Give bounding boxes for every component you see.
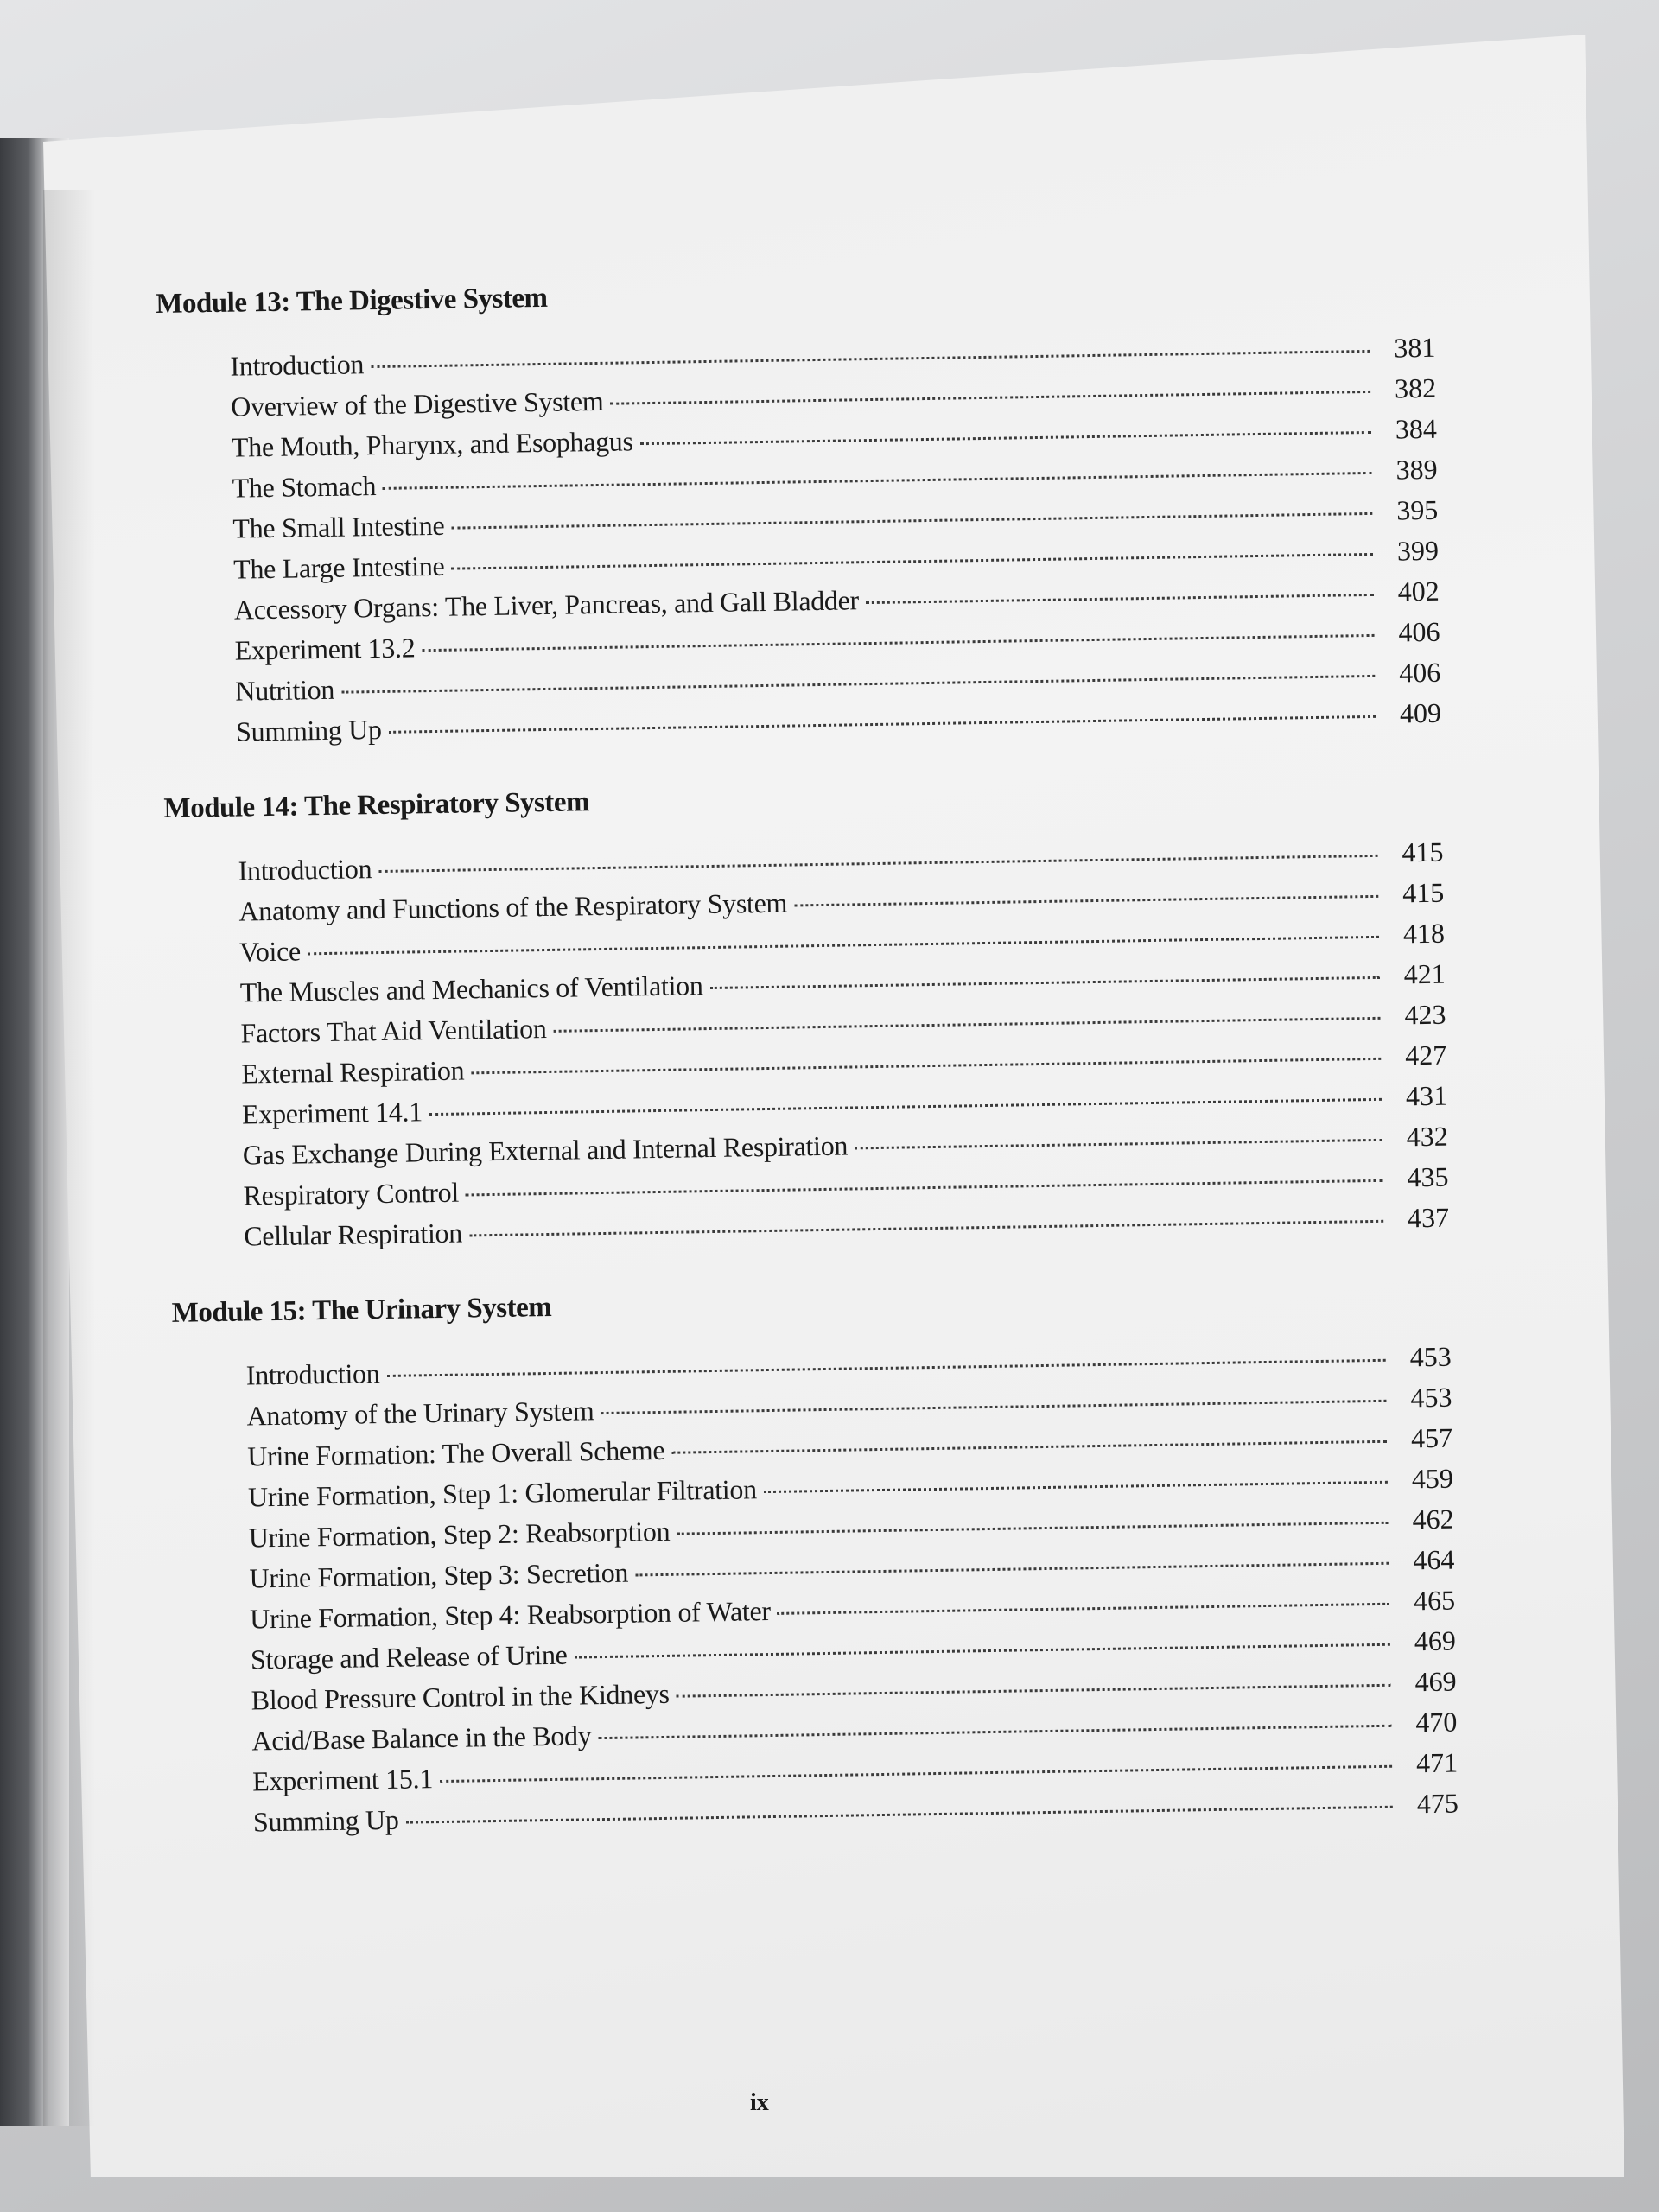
dot-leader [406, 1806, 1393, 1824]
dot-leader [371, 350, 1370, 368]
toc-entry-page-number: 465 [1413, 1584, 1456, 1617]
toc-entry-title: Storage and Release of Urine [250, 1638, 568, 1675]
toc-entry-page-number: 418 [1402, 917, 1446, 950]
toc-entry-title: Urine Formation, Step 4: Reabsorption of Water [249, 1595, 771, 1635]
page-gutter-shadow [43, 190, 95, 2126]
toc-entry-title: The Small Intestine [232, 509, 445, 544]
toc-entry-title: Respiratory Control [243, 1176, 460, 1211]
toc-entry-title: The Stomach [232, 470, 377, 504]
toc-entry-title: Cellular Respiration [244, 1217, 463, 1252]
toc-entry-page-number: 421 [1403, 957, 1446, 990]
dot-leader [640, 431, 1371, 445]
toc-entry-page-number: 381 [1394, 331, 1436, 364]
toc-entry-title: Introduction [238, 853, 372, 887]
toc-entry-title: Experiment 14.1 [241, 1096, 423, 1130]
dot-leader [575, 1643, 1390, 1659]
toc-entry-page-number: 389 [1395, 453, 1438, 486]
toc-entry-list [230, 327, 1441, 753]
dot-leader [389, 715, 1376, 734]
toc-module [171, 1274, 1459, 1844]
toc-module [156, 265, 1441, 753]
toc-entry-title: Anatomy of the Urinary System [246, 1395, 594, 1432]
toc-entry-title: Summing Up [235, 713, 382, 747]
dot-leader [554, 1017, 1381, 1033]
toc-entry-title: Experiment 13.2 [234, 632, 416, 666]
toc-entry-title: Blood Pressure Control in the Kidneys [251, 1677, 670, 1716]
dot-leader [451, 553, 1373, 570]
dot-leader [440, 1765, 1392, 1783]
toc-entry-page-number: 384 [1395, 412, 1438, 445]
dot-leader [469, 1220, 1383, 1237]
toc-entry-title: Urine Formation: The Overall Scheme [247, 1433, 665, 1472]
toc-entry-title: Accessory Organs: The Liver, Pancreas, and Gall Bladder [233, 584, 860, 626]
toc-entry-page-number: 462 [1412, 1503, 1454, 1535]
dot-leader [386, 1359, 1385, 1377]
dot-leader [308, 936, 1379, 955]
toc-entry-page-number: 464 [1413, 1543, 1455, 1576]
module-title: Module 13: The Digestive System [156, 282, 548, 320]
toc-entry-title: Urine Formation, Step 2: Reabsorption [248, 1515, 671, 1554]
dot-leader [855, 1139, 1382, 1150]
dot-leader [378, 855, 1377, 873]
toc-entry-page-number: 435 [1407, 1160, 1449, 1193]
toc-entry-page-number: 423 [1404, 998, 1446, 1031]
toc-entry-title: The Large Intestine [232, 550, 445, 585]
toc-entry-title: Gas Exchange During External and Internal Respiration [242, 1129, 849, 1171]
dot-leader [341, 675, 1375, 694]
toc-module [163, 770, 1449, 1258]
module-title: Module 15: The Urinary System [171, 1291, 552, 1329]
toc-entry-page-number: 382 [1394, 372, 1437, 404]
toc-entry-list [245, 1337, 1459, 1843]
dot-leader [764, 1481, 1388, 1493]
toc-entry-title: Urine Formation, Step 1: Glomerular Filtration [247, 1473, 758, 1513]
toc-entry-list [238, 832, 1449, 1257]
dot-leader [677, 1522, 1388, 1535]
dot-leader [383, 472, 1371, 490]
toc-entry-page-number: 457 [1410, 1421, 1453, 1454]
toc-entry-page-number: 471 [1415, 1746, 1459, 1779]
toc-entry-page-number: 399 [1396, 534, 1440, 567]
dot-leader [466, 1179, 1383, 1197]
toc-entry-page-number: 402 [1397, 575, 1440, 607]
module-title: Module 14: The Respiratory System [163, 786, 590, 824]
toc-entry-title: Overview of the Digestive System [230, 385, 604, 423]
dot-leader [710, 976, 1380, 989]
dot-leader [422, 634, 1374, 652]
toc-entry-title: Voice [238, 935, 302, 968]
toc-entry-page-number: 406 [1398, 656, 1441, 689]
toc-entry-title: Acid/Base Balance in the Body [251, 1719, 592, 1757]
dot-leader [677, 1684, 1391, 1698]
toc-entry-title: The Muscles and Mechanics of Ventilation [239, 969, 703, 1008]
toc-entry-page-number: 415 [1402, 876, 1445, 909]
toc-entry-title: Introduction [230, 348, 365, 382]
toc-entry-page-number: 427 [1404, 1039, 1447, 1071]
dot-leader [778, 1603, 1389, 1615]
toc-entry-page-number: 437 [1407, 1201, 1450, 1234]
dot-leader [610, 391, 1370, 405]
dot-leader [471, 1058, 1381, 1075]
dot-leader [671, 1440, 1387, 1454]
page-number: ix [750, 2089, 769, 2116]
toc-entry-title: Anatomy and Functions of the Respiratory System [238, 887, 788, 927]
toc-entry-page-number: 469 [1414, 1624, 1457, 1657]
toc-entry-page-number: 415 [1402, 836, 1444, 868]
dot-leader [451, 512, 1372, 530]
toc-entry-page-number: 406 [1398, 615, 1440, 648]
toc-entry-page-number: 409 [1399, 696, 1442, 729]
toc-entry-page-number: 453 [1409, 1340, 1452, 1373]
toc-entry-page-number: 469 [1414, 1665, 1457, 1698]
toc-entry-page-number: 432 [1406, 1120, 1448, 1153]
dot-leader [598, 1725, 1391, 1739]
toc-entry-title: Nutrition [235, 673, 335, 707]
dot-leader [794, 895, 1378, 907]
dot-leader [601, 1400, 1386, 1414]
toc-entry-title: Factors That Aid Ventilation [240, 1013, 547, 1049]
toc-entry-title: Urine Formation, Step 3: Secretion [249, 1556, 629, 1594]
toc-entry-title: Experiment 15.1 [251, 1763, 434, 1797]
toc-entry-page-number: 431 [1405, 1079, 1448, 1112]
toc-entry-page-number: 453 [1410, 1381, 1452, 1414]
toc-entry-page-number: 395 [1395, 493, 1439, 526]
dot-leader [429, 1098, 1382, 1116]
table-of-contents [156, 265, 1459, 1880]
toc-entry-title: External Respiration [241, 1054, 465, 1090]
toc-entry-page-number: 459 [1411, 1462, 1454, 1495]
toc-entry-title: The Mouth, Pharynx, and Esophagus [231, 425, 633, 463]
toc-entry-title: Introduction [245, 1357, 380, 1391]
dot-leader [866, 594, 1374, 604]
dot-leader [635, 1562, 1389, 1577]
toc-entry-page-number: 470 [1415, 1706, 1458, 1738]
toc-entry-page-number: 475 [1416, 1787, 1459, 1820]
toc-entry-title: Summing Up [252, 1803, 399, 1838]
